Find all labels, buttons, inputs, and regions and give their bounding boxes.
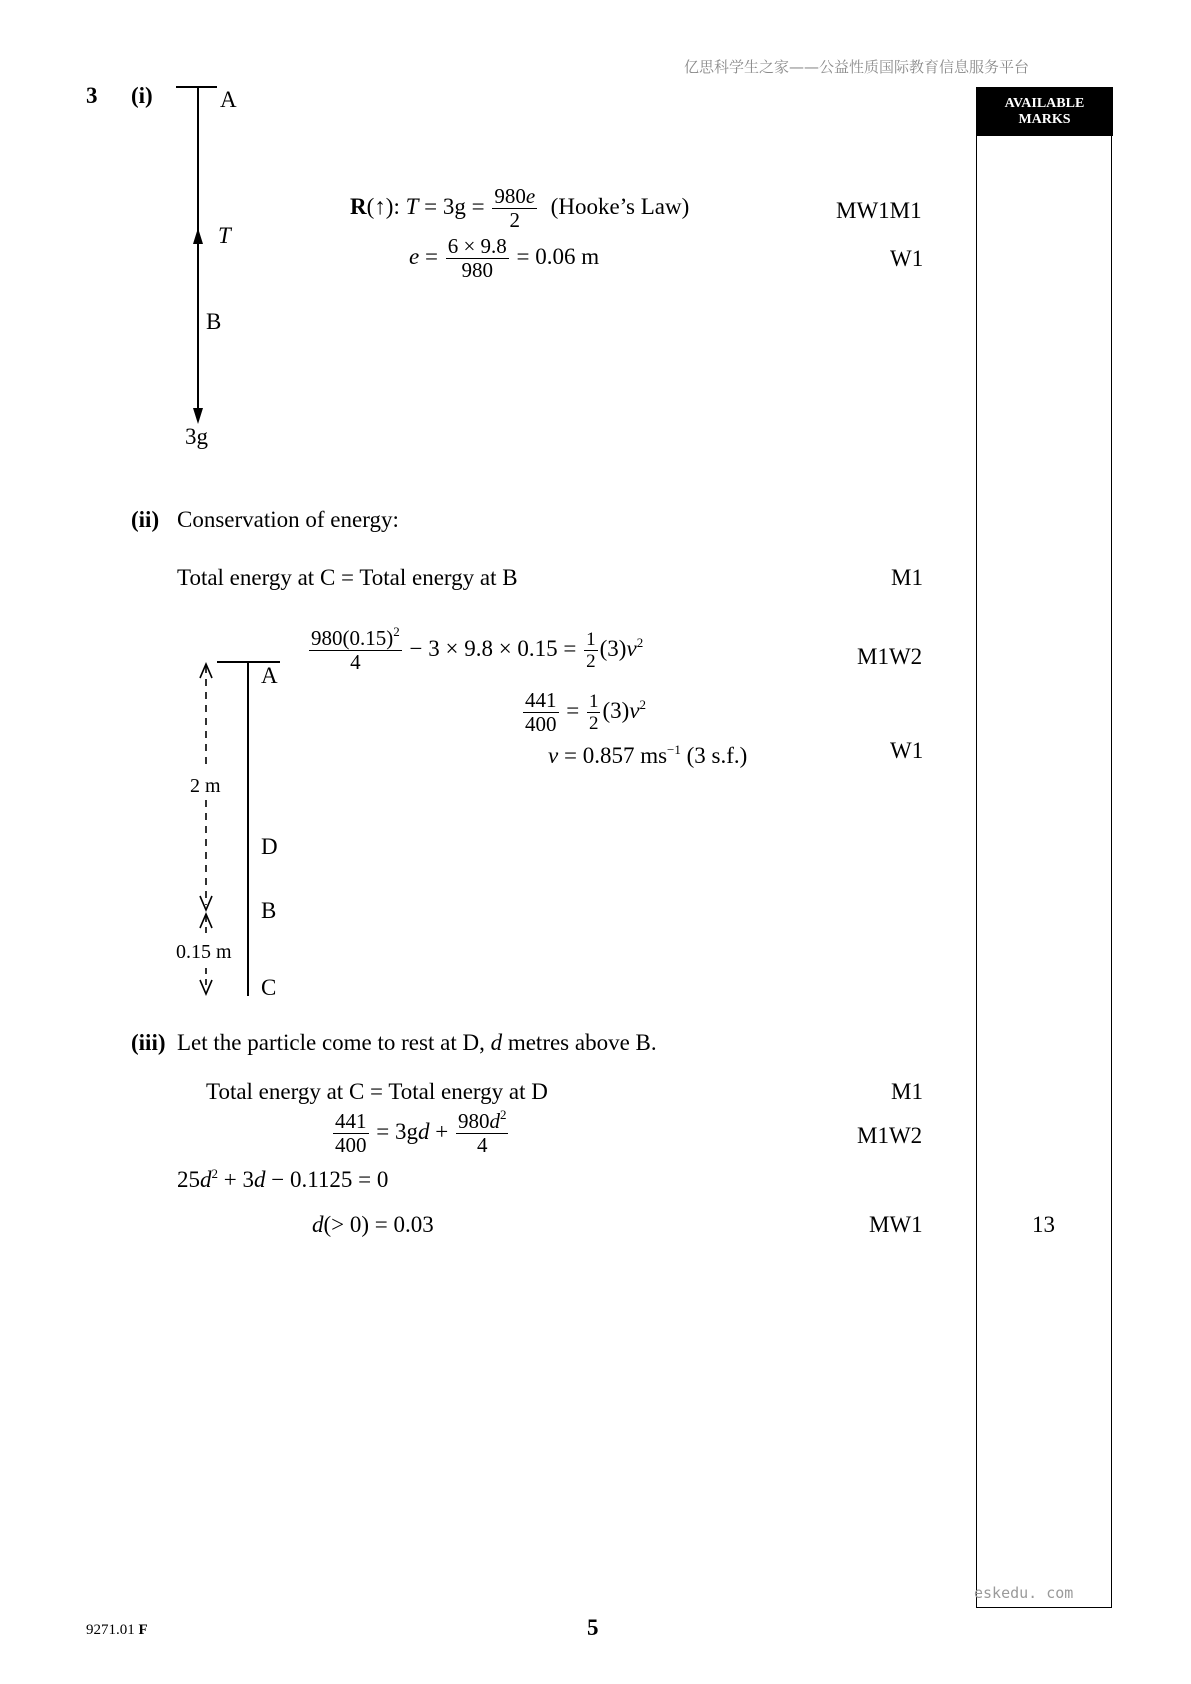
part-iii-line1-mark: M1: [891, 1079, 923, 1104]
part-ii-line1: Total energy at C = Total energy at B: [177, 565, 518, 590]
part-ii-intro: Conservation of energy:: [177, 507, 399, 532]
diagram-ii-label-c: C: [261, 975, 277, 1000]
diagram-i-label-t: T: [218, 223, 231, 248]
part-ii-line1-mark: M1: [891, 565, 923, 590]
part-ii-eq2: $\frac{441}{400}$ = $\frac{1}{2}$ $(3)v^2$: [525, 688, 647, 736]
part-iii-line1: Total energy at C = Total energy at D: [206, 1079, 548, 1104]
part-i-label: (i): [131, 83, 153, 108]
part-iii-eq1: $\frac{441}{400}$ = 3gd + $\frac{980d^2}{4}$: [335, 1107, 507, 1157]
part-i-eq1-mark: MW1M1: [836, 198, 922, 223]
diagram-i-label-weight: 3g: [185, 424, 208, 449]
site-watermark: eskedu. com: [974, 1584, 1074, 1602]
footer-code: 9271.01 F: [86, 1622, 148, 1638]
weight-arrow-head: [193, 408, 203, 424]
part-ii-eq3: v = 0.857 $ms^{-1}$ (3 s.f.): [548, 742, 748, 768]
part-iii-intro: Let the particle come to rest at D, d metres above B.: [177, 1030, 657, 1055]
watermark-text: 亿思科学生之家——公益性质国际教育信息服务平台: [684, 58, 1030, 76]
diagram-ii-label-a: A: [261, 663, 278, 688]
part-iii-label: (iii): [131, 1030, 166, 1055]
total-marks: 13: [1032, 1212, 1055, 1237]
hookes-law-note: (Hooke’s Law): [550, 193, 690, 219]
diagram-ii-label-b: B: [261, 898, 277, 923]
part-ii-eq3-mark: W1: [890, 738, 924, 763]
part-i-eq1: R(↑): T = 3g = $\frac{980e}{2}$ (Hooke’s Law): [350, 184, 690, 232]
part-i-eq2-mark: W1: [890, 246, 924, 271]
diagram-ii-label-d: D: [261, 834, 278, 859]
part-ii-eq1: $\frac{980(0.15)^2}{4}$ − 3 × 9.8 × 0.15 = $\frac{1}{2}$ $(3)v^2$: [311, 624, 644, 674]
dim-2m-bottom-arrow: [200, 896, 212, 910]
part-i-eq2: e = $\frac{6 \times 9.8}{980}$ = 0.06 m: [409, 234, 600, 282]
tension-arrow-head: [193, 228, 203, 244]
marks-header-line2: MARKS: [1018, 111, 1071, 127]
marks-header-line1: AVAILABLE: [1004, 95, 1085, 111]
dimension-2m-label: 2 m: [190, 775, 221, 797]
part-ii-label: (ii): [131, 507, 160, 532]
diagram-i-label-a: A: [220, 87, 237, 112]
page-number: 5: [587, 1615, 599, 1640]
part-ii-eq1-mark: M1W2: [857, 644, 923, 669]
part-iii-eq3-mark: MW1: [869, 1212, 923, 1237]
part-iii-eq1-mark: M1W2: [857, 1123, 923, 1148]
diagram-i-label-b: B: [206, 309, 222, 334]
part-iii-eq3: d(> 0) = 0.03: [312, 1212, 434, 1237]
question-number: 3: [86, 83, 98, 108]
part-iii-eq2: $25d^2 + 3d - 0.1125 = 0$: [177, 1166, 389, 1192]
dimension-015-label: 0.15 m: [176, 941, 232, 963]
